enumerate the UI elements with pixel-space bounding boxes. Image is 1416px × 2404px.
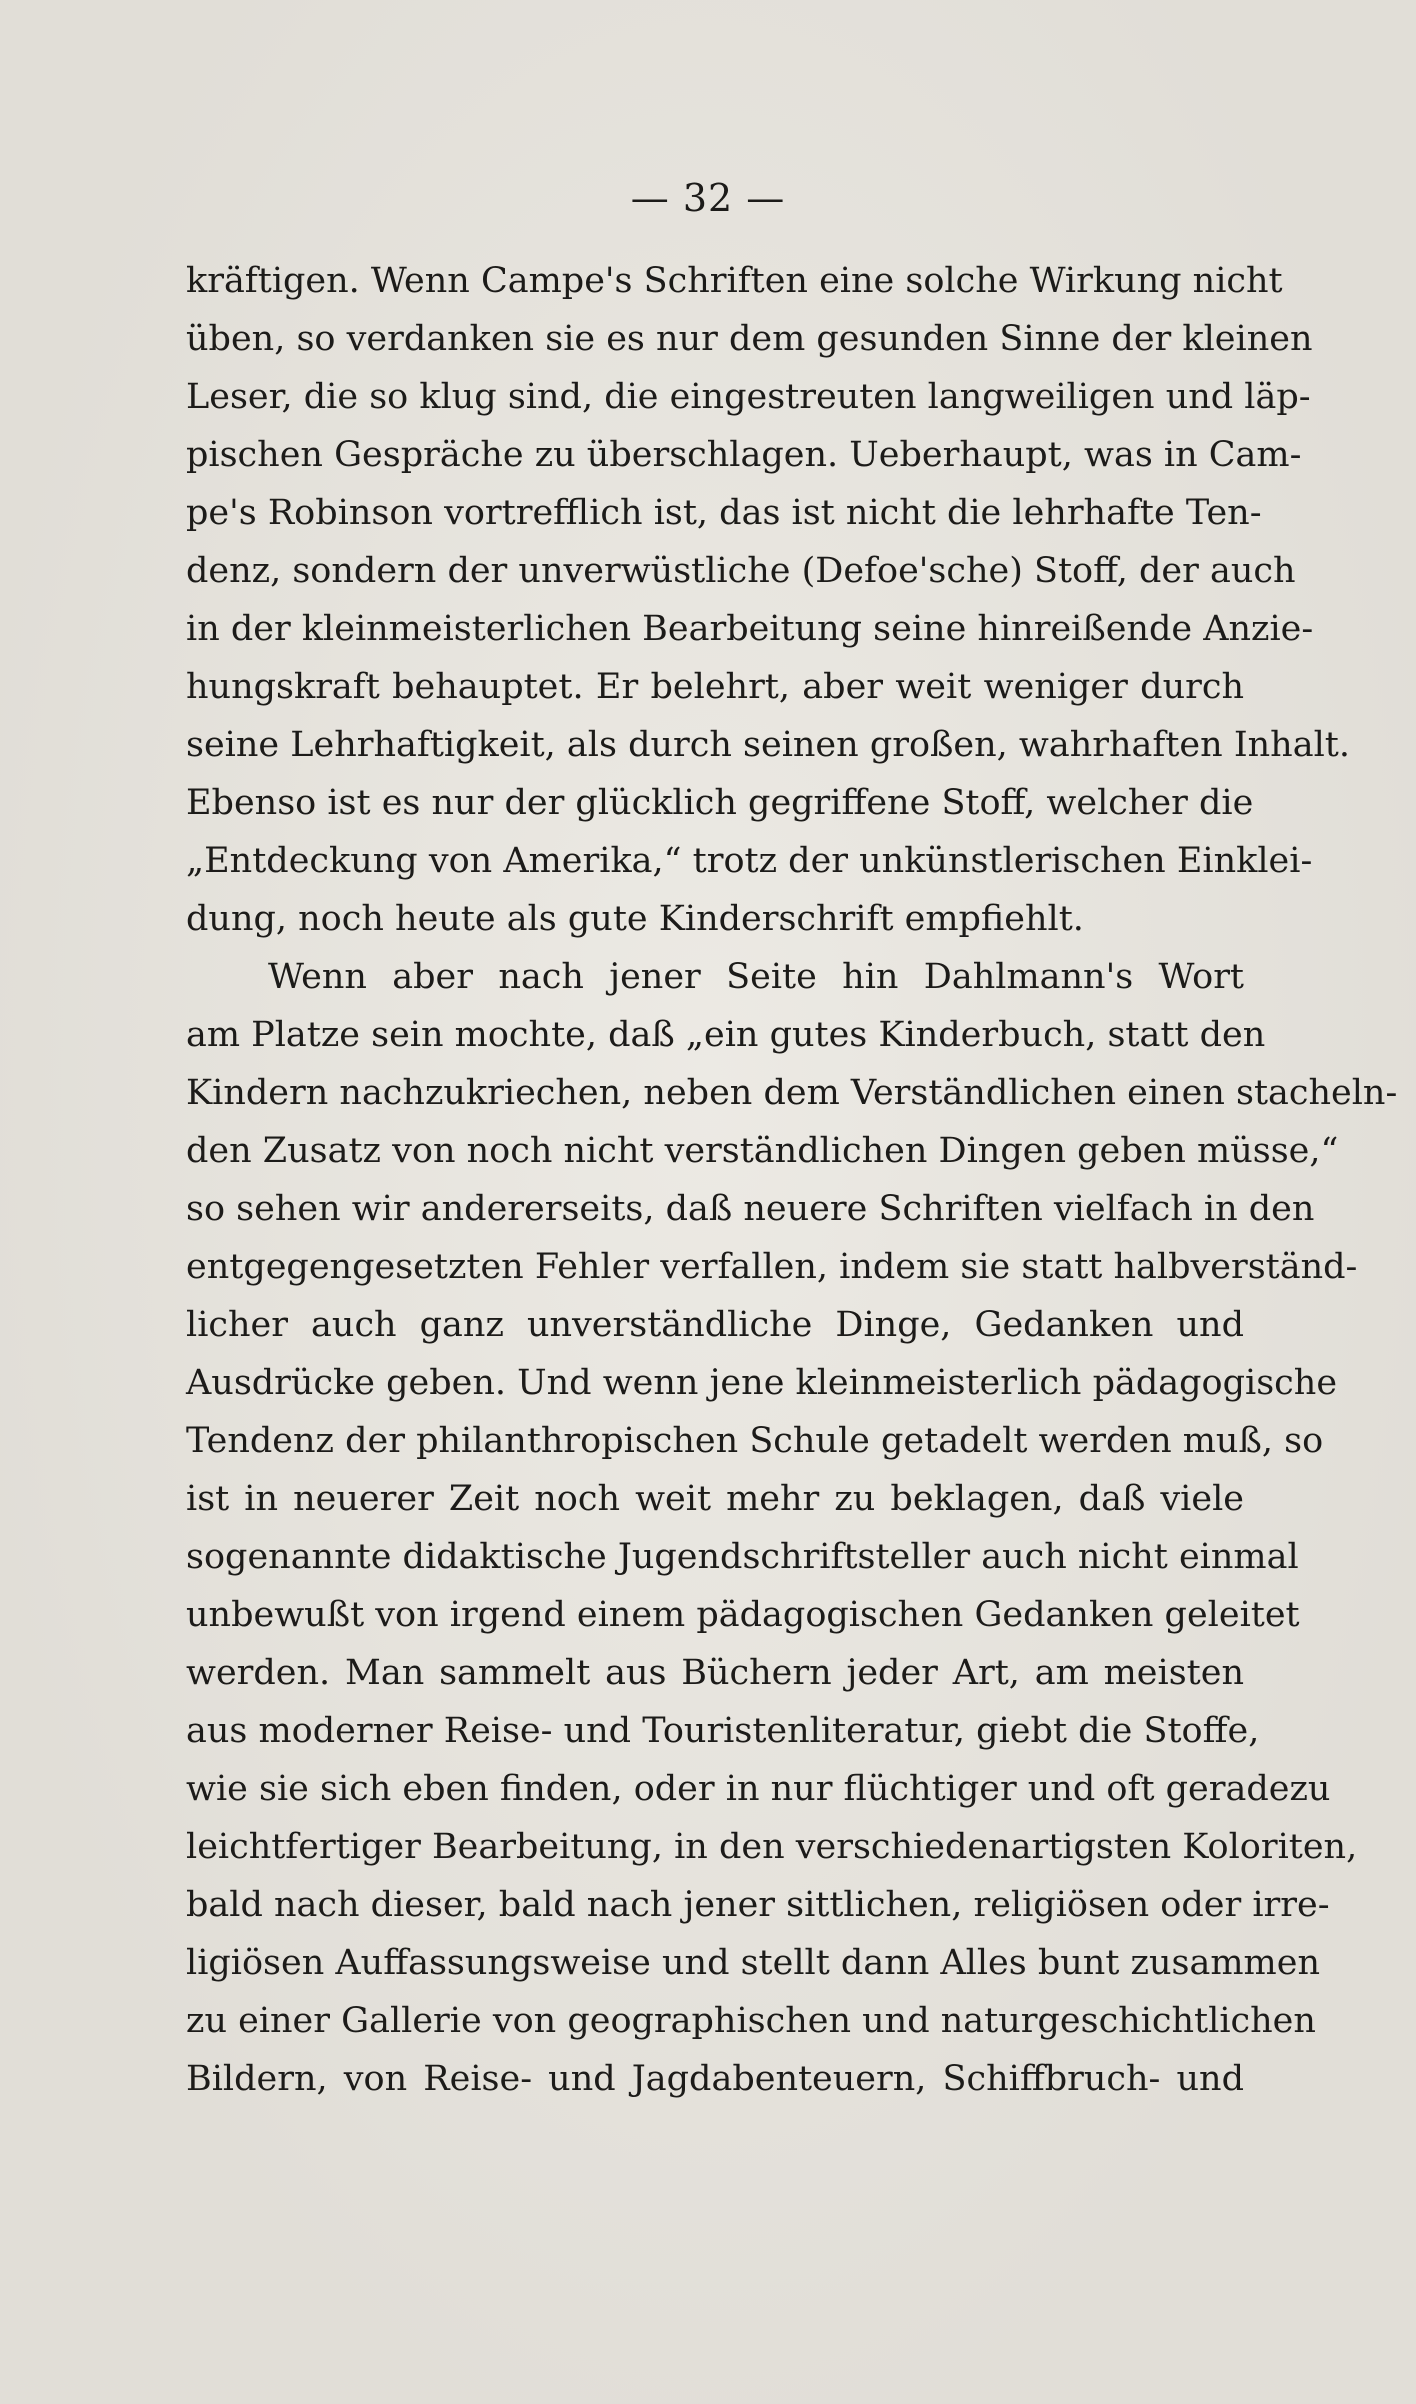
page-number: — 32 — xyxy=(630,176,786,220)
text-line: so sehen wir andererseits, daß neuere Schriften vielfach in den xyxy=(186,1189,1315,1229)
text-line: ist in neuerer Zeit noch weit mehr zu beklagen, daß viele xyxy=(186,1479,1244,1519)
text-line: pischen Gespräche zu überschlagen. Ueberhaupt, was in Cam- xyxy=(186,435,1302,475)
text-line: unbewußt von irgend einem pädagogischen Gedanken geleitet xyxy=(186,1595,1300,1635)
text-line: Leser, die so klug sind, die eingestreuten langweiligen und läp- xyxy=(186,377,1311,417)
text-line: wie sie sich eben finden, oder in nur flüchtiger und oft geradezu xyxy=(186,1769,1331,1809)
text-line: denz, sondern der unverwüstliche (Defoe'sche) Stoff, der auch xyxy=(186,551,1296,591)
text-line: aus moderner Reise- und Touristenliteratur, giebt die Stoffe, xyxy=(186,1711,1260,1751)
text-line: „Entdeckung von Amerika,“ trotz der unkünstlerischen Einklei- xyxy=(186,841,1313,881)
text-line: ligiösen Auffassungsweise und stellt dann Alles bunt zusammen xyxy=(186,1943,1320,1983)
text-line: Ebenso ist es nur der glücklich gegriffene Stoff, welcher die xyxy=(186,783,1254,823)
text-line: hungskraft behauptet. Er belehrt, aber weit weniger durch xyxy=(186,667,1244,707)
text-line: Bildern, von Reise- und Jagdabenteuern, Schiffbruch- und xyxy=(186,2059,1244,2099)
text-line: sogenannte didaktische Jugendschriftsteller auch nicht einmal xyxy=(186,1537,1299,1577)
paragraph-end-line: dung, noch heute als gute Kinderschrift empfiehlt. xyxy=(186,899,1084,939)
text-line: in der kleinmeisterlichen Bearbeitung seine hinreißende Anzie- xyxy=(186,609,1314,649)
text-line: werden. Man sammelt aus Büchern jeder Art, am meisten xyxy=(186,1653,1244,1693)
text-line: zu einer Gallerie von geographischen und naturgeschichtlichen xyxy=(186,2001,1316,2041)
text-line: Kindern nachzukriechen, neben dem Verständlichen einen stacheln- xyxy=(186,1073,1398,1113)
text-line: entgegengesetzten Fehler verfallen, indem sie statt halbverständ- xyxy=(186,1247,1358,1287)
text-line: üben, so verdanken sie es nur dem gesunden Sinne der kleinen xyxy=(186,319,1313,359)
text-line: leichtfertiger Bearbeitung, in den verschiedenartigsten Koloriten, xyxy=(186,1827,1358,1867)
text-line: den Zusatz von noch nicht verständlichen Dingen geben müsse,“ xyxy=(186,1131,1339,1171)
body-text xyxy=(186,252,1398,2108)
text-line: bald nach dieser, bald nach jener sittlichen, religiösen oder irre- xyxy=(186,1885,1330,1925)
text-line: Ausdrücke geben. Und wenn jene kleinmeisterlich pädagogische xyxy=(186,1363,1338,1403)
text-line: am Platze sein mochte, daß „ein gutes Kinderbuch, statt den xyxy=(186,1015,1266,1055)
paragraph-start-line: Wenn aber nach jener Seite hin Dahlmann's Wort xyxy=(268,957,1244,997)
text-line: kräftigen. Wenn Campe's Schriften eine solche Wirkung nicht xyxy=(186,261,1283,301)
text-line: pe's Robinson vortrefflich ist, das ist nicht die lehrhafte Ten- xyxy=(186,493,1262,533)
text-line: seine Lehrhaftigkeit, als durch seinen großen, wahrhaften Inhalt. xyxy=(186,725,1350,765)
text-line: Tendenz der philanthropischen Schule getadelt werden muß, so xyxy=(186,1421,1324,1461)
text-line: licher auch ganz unverständliche Dinge, Gedanken und xyxy=(186,1305,1244,1345)
